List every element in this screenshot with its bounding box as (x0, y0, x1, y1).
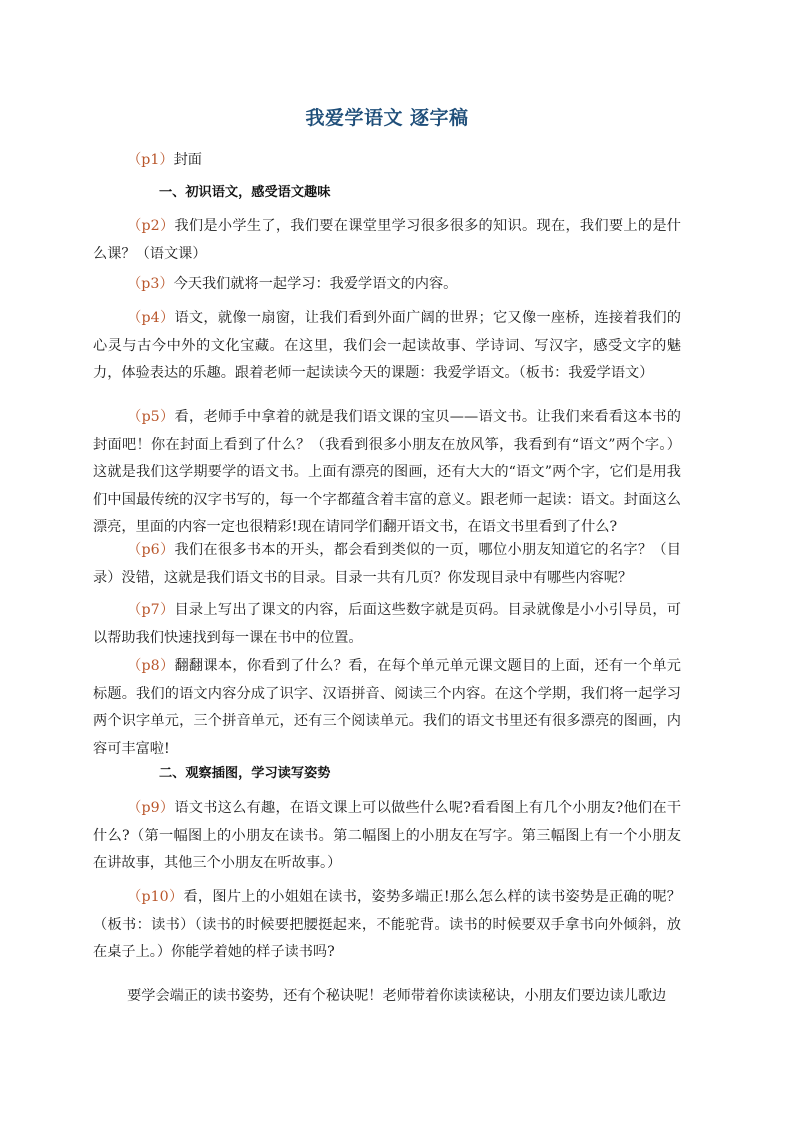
paragraph-text: 语文书这么有趣，在语文课上可以做些什么呢?看看图上有几个小朋友?他们在干什么?（第一幅图上的小朋友在读书。第二幅图上的小朋友在写字。第三幅图上有一个小朋友在讲故事，其他三个小朋友在听故事。） (93, 800, 682, 871)
paragraph-p9 (93, 795, 681, 878)
document-title: 我爱学语文 逐字稿 (305, 107, 469, 129)
paragraph-p4 (93, 305, 681, 388)
paragraph-tag: （p1） (127, 152, 174, 168)
paragraph-text: 要学会端正的读书姿势，还有个秘诀呢！老师带着你读读秘诀，小朋友们要边读儿歌边 (127, 988, 667, 1004)
paragraph-text: 我们在很多书本的开头，都会看到类似的一页，哪位小朋友知道它的名字？（目录）没错，这就是我们语文书的目录。目录一共有几页？你发现目录中有哪些内容呢？ (93, 542, 681, 586)
paragraph-text: 我们是小学生了，我们要在课堂里学习很多很多的知识。现在，我们要上的是什么课？（语文课） (93, 218, 681, 262)
paragraph-text: 翻翻课本，你看到了什么？看，在每个单元单元课文题目的上面，还有一个单元标题。我们的语文内容分成了识字、汉语拼音、阅读三个内容。在这个学期，我们将一起学习两个识字单元，三个拼音单元，还有三个阅读单元。我们的语文书里还有很多漂亮的图画，内容可丰富啦! (93, 658, 681, 757)
paragraph-tag: （p2） (127, 218, 175, 234)
paragraph-text: 封面 (173, 152, 202, 168)
paragraph-p1 (93, 147, 681, 175)
paragraph-tag: （p9） (127, 800, 175, 816)
paragraph-tag: （p10） (127, 889, 184, 905)
paragraph-p11 (93, 983, 681, 1011)
paragraph-text: 看，老师手中拿着的就是我们语文课的宝贝——语文书。让我们来看看这本书的封面吧！你在封面上看到了什么？（我看到很多小朋友在放风筝，我看到有“语文”两个字。）这就是我们这学期要学的语文书。上面有漂亮的图画，还有大大的“语文”两个字，它们是用我们中国最传统的汉字书写的，每一个字都蕴含着丰富的意义。跟老师一起读：语文。封面这么漂亮，里面的内容一定也很精彩!现在请同学们翻开语文书，在语文书里看到了什么? (93, 409, 681, 535)
paragraph-tag: （p8） (127, 658, 175, 674)
paragraph-text: 今天我们就将一起学习：我爱学语文的内容。 (173, 276, 458, 292)
paragraph-p7 (93, 597, 681, 652)
paragraph-tag: （p5） (127, 409, 175, 425)
paragraph-tag: （p4） (127, 310, 175, 326)
paragraph-tag: （p6） (127, 542, 175, 558)
paragraph-p6 (93, 537, 681, 592)
section-heading-2: 二、观察插图，学习读写姿势 (159, 766, 331, 781)
paragraph-text: 目录上写出了课文的内容，后面这些数字就是页码。目录就像是小小引导员，可以帮助我们快速找到每一课在书中的位置。 (93, 602, 681, 646)
paragraph-p5 (93, 404, 681, 542)
paragraph-p2 (93, 213, 681, 268)
paragraph-p8 (93, 653, 681, 763)
paragraph-tag: （p7） (127, 602, 175, 618)
section-heading-1: 一、初识语文，感受语文趣味 (159, 185, 331, 200)
paragraph-text: 语文，就像一扇窗，让我们看到外面广阔的世界；它又像一座桥，连接着我们的心灵与古今中外的文化宝藏。在这里，我们会一起读故事、学诗词、写汉字，感受文字的魅力，体验表达的乐趣。跟着老师一起读读今天的课题：我爱学语文。（板书：我爱学语文） (93, 310, 681, 381)
paragraph-text: 看，图片上的小姐姐在读书，姿势多端正!那么怎么样的读书姿势是正确的呢？（板书：读书）（读书的时候要把腰挺起来，不能驼背。读书的时候要双手拿书向外倾斜，放在桌子上。）你能学着她的样子读书吗? (93, 889, 681, 960)
paragraph-p3 (93, 271, 681, 299)
paragraph-tag: （p3） (127, 276, 174, 292)
paragraph-p10 (93, 884, 681, 967)
